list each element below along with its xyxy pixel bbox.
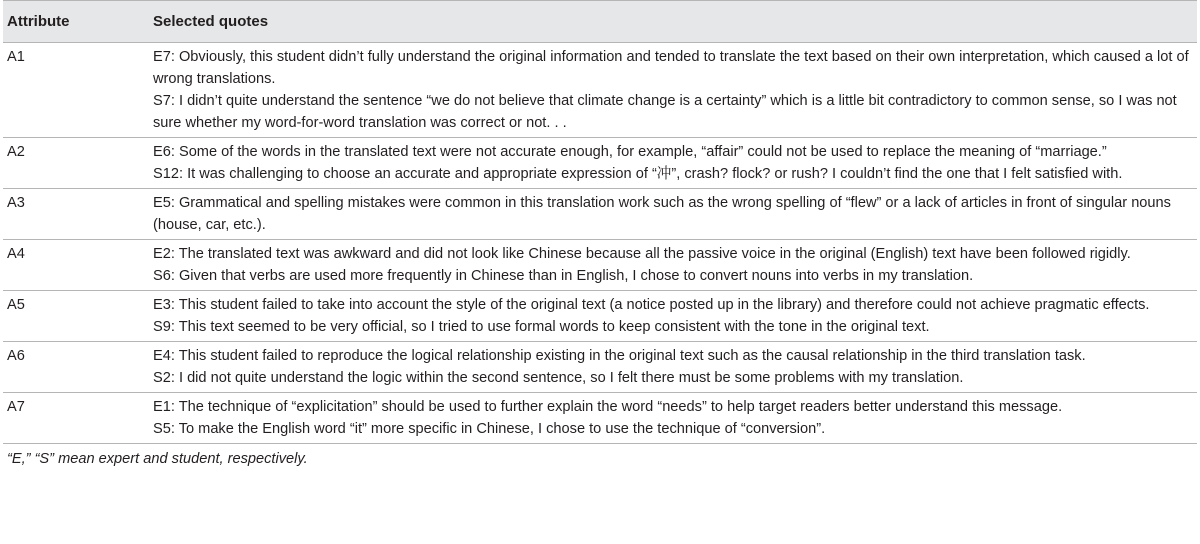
table-row — [3, 342, 1197, 393]
header-selected-quotes: Selected quotes — [150, 1, 1197, 43]
header-attribute: Attribute — [3, 1, 150, 43]
attribute-cell: A1 — [3, 43, 150, 138]
quote-text: S2: I did not quite understand the logic within the second sentence, so I felt there must be some problems with my translation. — [153, 370, 964, 386]
quote-text: E4: This student failed to reproduce the logical relationship existing in the original text such as the causal relationship in the third translation task. — [153, 348, 1086, 364]
quote-text: S5: To make the English word “it” more specific in Chinese, I chose to use the technique of “conversion”. — [153, 421, 826, 437]
attribute-cell: A5 — [3, 291, 150, 342]
quotes-cell — [150, 240, 1197, 291]
table-row — [3, 393, 1197, 444]
table-row — [3, 291, 1197, 342]
quote-text: E6: Some of the words in the translated text were not accurate enough, for example, “affair” could not be used to replace the meaning of “marriage.” — [153, 144, 1107, 160]
quote-text: S6: Given that verbs are used more frequently in Chinese than in English, I chose to convert nouns into verbs in my translation. — [153, 268, 974, 284]
quote-text: S9: This text seemed to be very official, so I tried to use formal words to keep consistent with the tone in the original text. — [153, 319, 930, 335]
quotes-table — [3, 0, 1197, 444]
attribute-cell: A3 — [3, 189, 150, 240]
quote-text: E2: The translated text was awkward and did not look like Chinese because all the passive voice in the original (English) text have been followed rigidly. — [153, 246, 1131, 262]
table-row — [3, 189, 1197, 240]
quotes-cell — [150, 393, 1197, 444]
quote-text: E5: Grammatical and spelling mistakes were common in this translation work such as the wrong spelling of “flew” or a lack of articles in front of singular nouns (house, car, etc.). — [153, 195, 1171, 233]
quotes-table-container — [3, 0, 1197, 469]
quote-text: E1: The technique of “explicitation” should be used to further explain the word “needs” to help target readers better understand this message. — [153, 399, 1063, 415]
attribute-cell: A6 — [3, 342, 150, 393]
quotes-cell — [150, 291, 1197, 342]
attribute-cell: A7 — [3, 393, 150, 444]
quote-text: S7: I didn’t quite understand the sentence “we do not believe that climate change is a certainty” which is a little bit contradictory to common sense, so I was not sure whether my word-for-word translation was correct or not. . . — [153, 93, 1177, 131]
table-row — [3, 43, 1197, 138]
attribute-cell: A2 — [3, 138, 150, 189]
table-footnote: “E,” “S” mean expert and student, respectively. — [7, 451, 308, 467]
table-header-row — [3, 1, 1197, 43]
quotes-cell — [150, 189, 1197, 240]
quotes-cell — [150, 138, 1197, 189]
quote-text: E3: This student failed to take into account the style of the original text (a notice posted up in the library) and therefore could not achieve pragmatic effects. — [153, 297, 1150, 313]
quote-text: S12: It was challenging to choose an accurate and appropriate expression of “冲”, crash? flock? or rush? I couldn’t find the one that I felt satisfied with. — [153, 166, 1123, 182]
table-row — [3, 138, 1197, 189]
quotes-cell — [150, 43, 1197, 138]
attribute-cell: A4 — [3, 240, 150, 291]
quote-text: E7: Obviously, this student didn’t fully understand the original information and tended to translate the text based on their own interpretation, which caused a lot of wrong translations. — [153, 49, 1189, 87]
table-row — [3, 240, 1197, 291]
quotes-cell — [150, 342, 1197, 393]
